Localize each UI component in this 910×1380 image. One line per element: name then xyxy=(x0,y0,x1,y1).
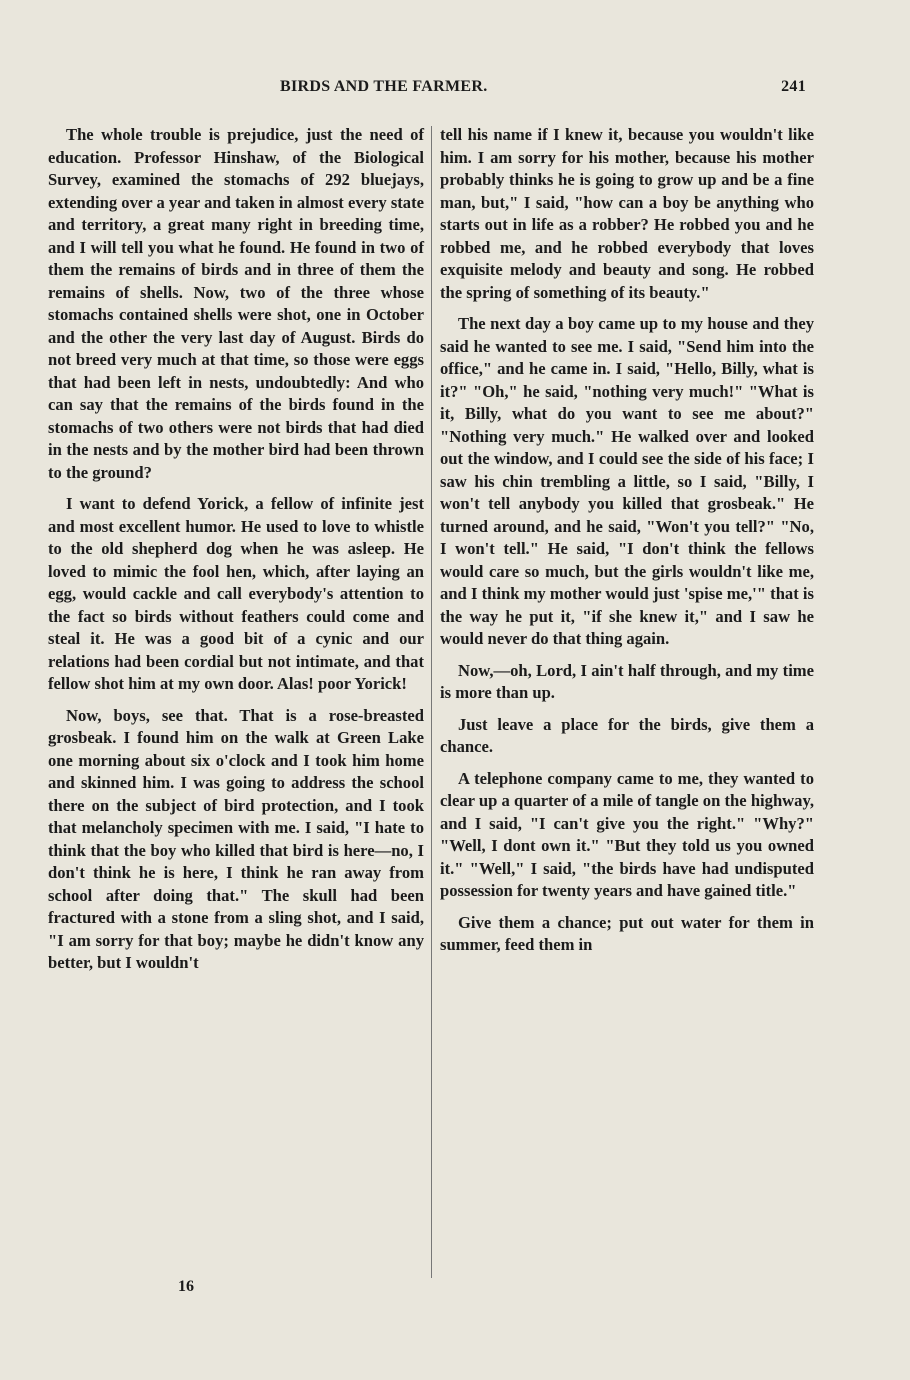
paragraph: The whole trouble is prejudice, just the need of education. Professor Hinshaw, of the Biological Survey, examined the stomachs of 292 bluejays, extending over a year and taken in almost every state and territory, a great many right in breeding time, and I will tell you what he found. He found in two of them the remains of birds and in three of them the remains of shells. Now, two of the three whose stomachs contained shells were shot, one in October and the other the very last day of August. Birds do not breed very much at that time, so those were eggs that had been left in nests, undoubtedly: And who can say that the remains of the birds found in the stomachs of two others were not birds that had died in the nests and by the mother bird had been thrown to the ground? xyxy=(48,125,424,482)
running-title: BIRDS AND THE FARMER. xyxy=(280,78,488,95)
paragraph: Now, boys, see that. That is a rose-breasted grosbeak. I found him on the walk at Green Lake one morning about six o'clock and I took him home and skinned him. I was going to address the school there on the subject of bird protection, and I took that melancholy specimen with me. I said, "I hate to think that the boy who killed that bird is here—no, I don't think he is here, I think he ran away from school after doing that." The skull had been fractured with a stone from a sling shot, and I said, "I am sorry for that boy; maybe he didn't know any better, but I wouldn't xyxy=(48,705,424,972)
paragraph: tell his name if I knew it, because you wouldn't like him. I am sorry for his mother, because his mother probably thinks he is going to grow up and be a fine man, but," I said, "how can a boy be anything who starts out in life as a robber? He robbed you and he robbed me, and he robbed everybody that loves exquisite melody and beauty and song. He robbed the spring of something of its beauty." xyxy=(440,125,814,302)
page-number: 241 xyxy=(781,78,806,95)
right-column xyxy=(440,124,814,966)
paragraph: Just leave a place for the birds, give them a chance. xyxy=(440,714,814,756)
paragraph: The next day a boy came up to my house and they said he wanted to see me. I said, "Send him into the office," and he came in. I said, "Hello, Billy, what is it?" "Oh," he said, "nothing very much!" "What is it, Billy, what do you want to see me about?" "Nothing very much." He walked over and looked out the window, and I could see the side of his face; I saw his chin trembling a little, so I said, "Billy, I won't tell anybody you killed that grosbeak." He turned around, and he said, "Won't you tell?" "No, I won't tell." He said, "I don't think the fellows would care so much, but the girls wouldn't like me, and I think my mother would just 'spise me,'" that is the way he put it, "if she knew it," and I saw he would never do that thing again. xyxy=(440,314,814,648)
signature-mark: 16 xyxy=(178,1278,194,1295)
paragraph: Now,—oh, Lord, I ain't half through, and my time is more than up. xyxy=(440,660,814,702)
paragraph: A telephone company came to me, they wanted to clear up a quarter of a mile of tangle on the highway, and I said, "I can't give you the right." "Why?" "Well, I dont own it." "But they told us you owned it." "Well," I said, "the birds have had undisputed possession for twenty years and have gained title." xyxy=(440,768,814,900)
paragraph: I want to defend Yorick, a fellow of infinite jest and most excellent humor. He used to love to whistle to the old shepherd dog when he was asleep. He loved to mimic the fool hen, which, after laying an egg, would cackle and call everybody's attention to the fact so birds without feathers could come and steal it. He was a good bit of a cynic and our relations had been cordial but not intimate, and that fellow shot him at my own door. Alas! poor Yorick! xyxy=(48,494,424,693)
paragraph: Give them a chance; put out water for them in summer, feed them in xyxy=(440,912,814,954)
column-divider xyxy=(431,126,432,1278)
left-column xyxy=(48,124,424,984)
running-header xyxy=(48,74,818,100)
